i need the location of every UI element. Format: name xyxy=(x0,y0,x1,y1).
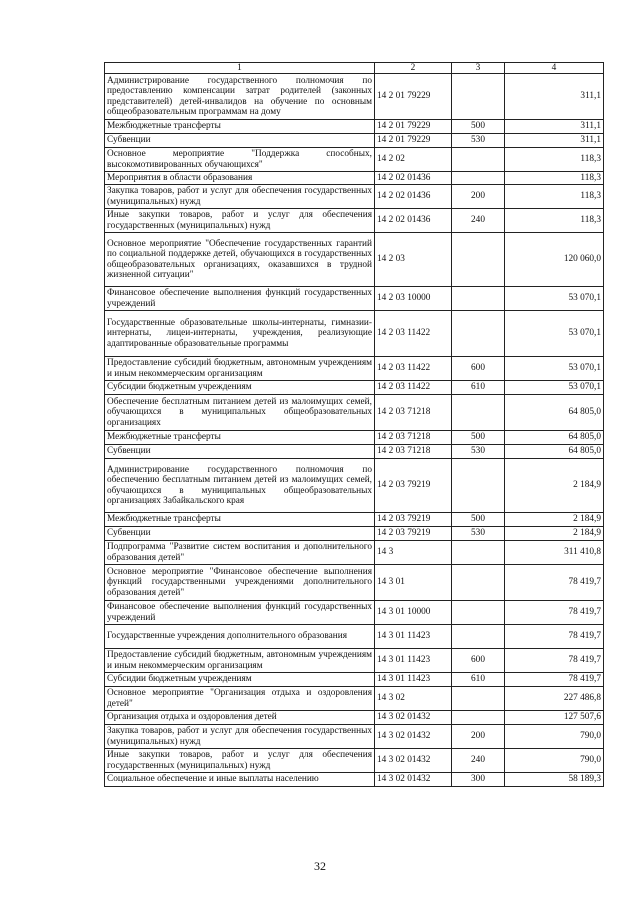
row-vr-cell xyxy=(452,687,505,711)
row-name-cell: Закупка товаров, работ и услуг для обеспечения государственных (муниципальных) нужд xyxy=(105,725,375,749)
row-sum-cell: 790,0 xyxy=(505,725,604,749)
table-header-row xyxy=(105,63,604,74)
row-code-cell: 14 3 01 xyxy=(375,565,452,601)
row-sum-cell: 227 486,8 xyxy=(505,687,604,711)
row-vr-cell: 530 xyxy=(452,445,505,459)
row-name-cell: Межбюджетные трансферты xyxy=(105,513,375,527)
row-sum-cell: 127 507,6 xyxy=(505,711,604,725)
row-name-cell: Администрирование государственного полномочия по предоставлению компенсации затрат родителей (законных представителей) детей-инвалидов на обучение по основным общеобразовательным программам на дому xyxy=(105,74,375,120)
table-row xyxy=(105,565,604,601)
row-sum-cell: 78 419,7 xyxy=(505,565,604,601)
row-code-cell: 14 2 03 11422 xyxy=(375,311,452,357)
row-vr-cell: 530 xyxy=(452,527,505,541)
row-code-cell: 14 3 xyxy=(375,541,452,565)
row-vr-cell xyxy=(452,459,505,513)
row-sum-cell: 64 805,0 xyxy=(505,445,604,459)
row-code-cell: 14 3 02 01432 xyxy=(375,711,452,725)
row-sum-cell: 118,3 xyxy=(505,185,604,209)
table-row xyxy=(105,673,604,687)
row-sum-cell: 53 070,1 xyxy=(505,287,604,311)
row-vr-cell xyxy=(452,287,505,311)
table-row xyxy=(105,687,604,711)
row-sum-cell: 311,1 xyxy=(505,120,604,134)
row-name-cell: Субсидии бюджетным учреждениям xyxy=(105,381,375,395)
page-number: 32 xyxy=(314,859,326,873)
row-sum-cell: 120 060,0 xyxy=(505,233,604,287)
row-name-cell: Иные закупки товаров, работ и услуг для обеспечения государственных (муниципальных) нужд xyxy=(105,209,375,233)
table-row xyxy=(105,134,604,148)
row-sum-cell: 2 184,9 xyxy=(505,527,604,541)
table-row xyxy=(105,513,604,527)
row-code-cell: 14 2 01 79229 xyxy=(375,120,452,134)
row-code-cell: 14 2 03 79219 xyxy=(375,527,452,541)
table-row xyxy=(105,649,604,673)
row-vr-cell xyxy=(452,625,505,649)
row-sum-cell: 64 805,0 xyxy=(505,431,604,445)
table-row xyxy=(105,74,604,120)
row-sum-cell: 53 070,1 xyxy=(505,311,604,357)
table-row xyxy=(105,711,604,725)
row-code-cell: 14 2 03 71218 xyxy=(375,445,452,459)
table-row xyxy=(105,185,604,209)
table-row xyxy=(105,749,604,773)
row-vr-cell: 200 xyxy=(452,185,505,209)
table-row xyxy=(105,381,604,395)
row-sum-cell: 118,3 xyxy=(505,209,604,233)
table-row xyxy=(105,172,604,185)
row-sum-cell: 78 419,7 xyxy=(505,601,604,625)
row-vr-cell xyxy=(452,541,505,565)
row-sum-cell: 118,3 xyxy=(505,148,604,172)
row-code-cell: 14 2 03 11422 xyxy=(375,381,452,395)
row-sum-cell: 78 419,7 xyxy=(505,673,604,687)
header-col-4: 4 xyxy=(505,63,604,74)
table-row xyxy=(105,311,604,357)
budget-table xyxy=(104,62,604,787)
row-name-cell: Межбюджетные трансферты xyxy=(105,431,375,445)
table-row xyxy=(105,357,604,381)
table-row xyxy=(105,725,604,749)
table-row xyxy=(105,287,604,311)
table-row xyxy=(105,773,604,787)
row-vr-cell: 500 xyxy=(452,513,505,527)
row-vr-cell xyxy=(452,74,505,120)
row-name-cell: Основное мероприятие "Обеспечение государственных гарантий по социальной поддержке детей, обучающихся в государственных общеобразовательных организациях, оказавшихся в трудной жизненной ситуации" xyxy=(105,233,375,287)
row-code-cell: 14 2 02 01436 xyxy=(375,209,452,233)
table-row xyxy=(105,209,604,233)
row-code-cell: 14 2 03 11422 xyxy=(375,357,452,381)
row-sum-cell: 311,1 xyxy=(505,134,604,148)
header-col-3: 3 xyxy=(452,63,505,74)
row-vr-cell: 300 xyxy=(452,773,505,787)
row-vr-cell: 240 xyxy=(452,749,505,773)
row-code-cell: 14 3 01 11423 xyxy=(375,625,452,649)
table-row xyxy=(105,541,604,565)
table-row xyxy=(105,527,604,541)
row-code-cell: 14 3 02 01432 xyxy=(375,749,452,773)
row-code-cell: 14 2 03 71218 xyxy=(375,431,452,445)
row-name-cell: Иные закупки товаров, работ и услуг для обеспечения государственных (муниципальных) нужд xyxy=(105,749,375,773)
row-sum-cell: 58 189,3 xyxy=(505,773,604,787)
row-vr-cell: 600 xyxy=(452,357,505,381)
row-sum-cell: 790,0 xyxy=(505,749,604,773)
row-sum-cell: 2 184,9 xyxy=(505,513,604,527)
row-code-cell: 14 3 01 11423 xyxy=(375,673,452,687)
row-sum-cell: 118,3 xyxy=(505,172,604,185)
row-vr-cell: 530 xyxy=(452,134,505,148)
row-name-cell: Администрирование государственного полномочия по обеспечению бесплатным питанием детей из малоимущих семей, обучающихся в муниципальных общеобразовательных организациях Забайкальского края xyxy=(105,459,375,513)
row-name-cell: Социальное обеспечение и иные выплаты населению xyxy=(105,773,375,787)
header-col-1: 1 xyxy=(105,63,375,74)
table-row xyxy=(105,395,604,431)
table-row xyxy=(105,601,604,625)
table-row xyxy=(105,625,604,649)
row-vr-cell xyxy=(452,565,505,601)
header-col-2: 2 xyxy=(375,63,452,74)
row-name-cell: Подпрограмма "Развитие систем воспитания и дополнительного образования детей" xyxy=(105,541,375,565)
row-name-cell: Финансовое обеспечение выполнения функций государственных учреждений xyxy=(105,287,375,311)
row-name-cell: Основное мероприятие "Поддержка способных, высокомотивированных обучающихся" xyxy=(105,148,375,172)
row-code-cell: 14 3 02 xyxy=(375,687,452,711)
table-row xyxy=(105,148,604,172)
row-vr-cell xyxy=(452,395,505,431)
row-code-cell: 14 2 03 71218 xyxy=(375,395,452,431)
row-vr-cell: 200 xyxy=(452,725,505,749)
row-code-cell: 14 3 01 11423 xyxy=(375,649,452,673)
row-vr-cell xyxy=(452,601,505,625)
row-code-cell: 14 2 02 xyxy=(375,148,452,172)
table-row xyxy=(105,233,604,287)
row-vr-cell xyxy=(452,311,505,357)
row-name-cell: Государственные образовательные школы-интернаты, гимназии-интернаты, лицеи-интернаты, учреждения, реализующие адаптированные образовательные программы xyxy=(105,311,375,357)
row-sum-cell: 53 070,1 xyxy=(505,381,604,395)
row-code-cell: 14 2 03 10000 xyxy=(375,287,452,311)
row-sum-cell: 311,1 xyxy=(505,74,604,120)
row-name-cell: Государственные учреждения дополнительного образования xyxy=(105,625,375,649)
row-code-cell: 14 2 03 79219 xyxy=(375,459,452,513)
table-row xyxy=(105,120,604,134)
table-row xyxy=(105,445,604,459)
row-vr-cell xyxy=(452,233,505,287)
row-name-cell: Основное мероприятие "Организация отдыха и оздоровления детей" xyxy=(105,687,375,711)
row-name-cell: Финансовое обеспечение выполнения функций государственных учреждений xyxy=(105,601,375,625)
row-code-cell: 14 2 03 79219 xyxy=(375,513,452,527)
row-name-cell: Обеспечение бесплатным питанием детей из малоимущих семей, обучающихся в муниципальных общеобразовательных организациях xyxy=(105,395,375,431)
row-name-cell: Межбюджетные трансферты xyxy=(105,120,375,134)
row-name-cell: Субвенции xyxy=(105,527,375,541)
row-vr-cell xyxy=(452,148,505,172)
row-sum-cell: 78 419,7 xyxy=(505,625,604,649)
row-vr-cell: 610 xyxy=(452,381,505,395)
row-vr-cell: 240 xyxy=(452,209,505,233)
row-name-cell: Основное мероприятие "Финансовое обеспечение выполнения функций государственными учреждениями дополнительного образования детей" xyxy=(105,565,375,601)
row-code-cell: 14 2 03 xyxy=(375,233,452,287)
row-name-cell: Предоставление субсидий бюджетным, автономным учреждениям и иным некоммерческим организациям xyxy=(105,357,375,381)
row-name-cell: Закупка товаров, работ и услуг для обеспечения государственных (муниципальных) нужд xyxy=(105,185,375,209)
row-sum-cell: 53 070,1 xyxy=(505,357,604,381)
row-code-cell: 14 3 02 01432 xyxy=(375,773,452,787)
row-name-cell: Субсидии бюджетным учреждениям xyxy=(105,673,375,687)
row-name-cell: Организация отдыха и оздоровления детей xyxy=(105,711,375,725)
row-vr-cell xyxy=(452,711,505,725)
row-vr-cell: 500 xyxy=(452,120,505,134)
row-vr-cell xyxy=(452,172,505,185)
row-name-cell: Мероприятия в области образования xyxy=(105,172,375,185)
row-code-cell: 14 3 02 01432 xyxy=(375,725,452,749)
row-code-cell: 14 2 01 79229 xyxy=(375,74,452,120)
row-sum-cell: 78 419,7 xyxy=(505,649,604,673)
row-sum-cell: 311 410,8 xyxy=(505,541,604,565)
row-name-cell: Субвенции xyxy=(105,134,375,148)
row-code-cell: 14 2 01 79229 xyxy=(375,134,452,148)
row-name-cell: Субвенции xyxy=(105,445,375,459)
row-code-cell: 14 2 02 01436 xyxy=(375,185,452,209)
row-vr-cell: 600 xyxy=(452,649,505,673)
row-vr-cell: 610 xyxy=(452,673,505,687)
table-row xyxy=(105,459,604,513)
row-vr-cell: 500 xyxy=(452,431,505,445)
row-code-cell: 14 3 01 10000 xyxy=(375,601,452,625)
row-sum-cell: 2 184,9 xyxy=(505,459,604,513)
row-sum-cell: 64 805,0 xyxy=(505,395,604,431)
row-name-cell: Предоставление субсидий бюджетным, автономным учреждениям и иным некоммерческим организациям xyxy=(105,649,375,673)
row-code-cell: 14 2 02 01436 xyxy=(375,172,452,185)
table-row xyxy=(105,431,604,445)
